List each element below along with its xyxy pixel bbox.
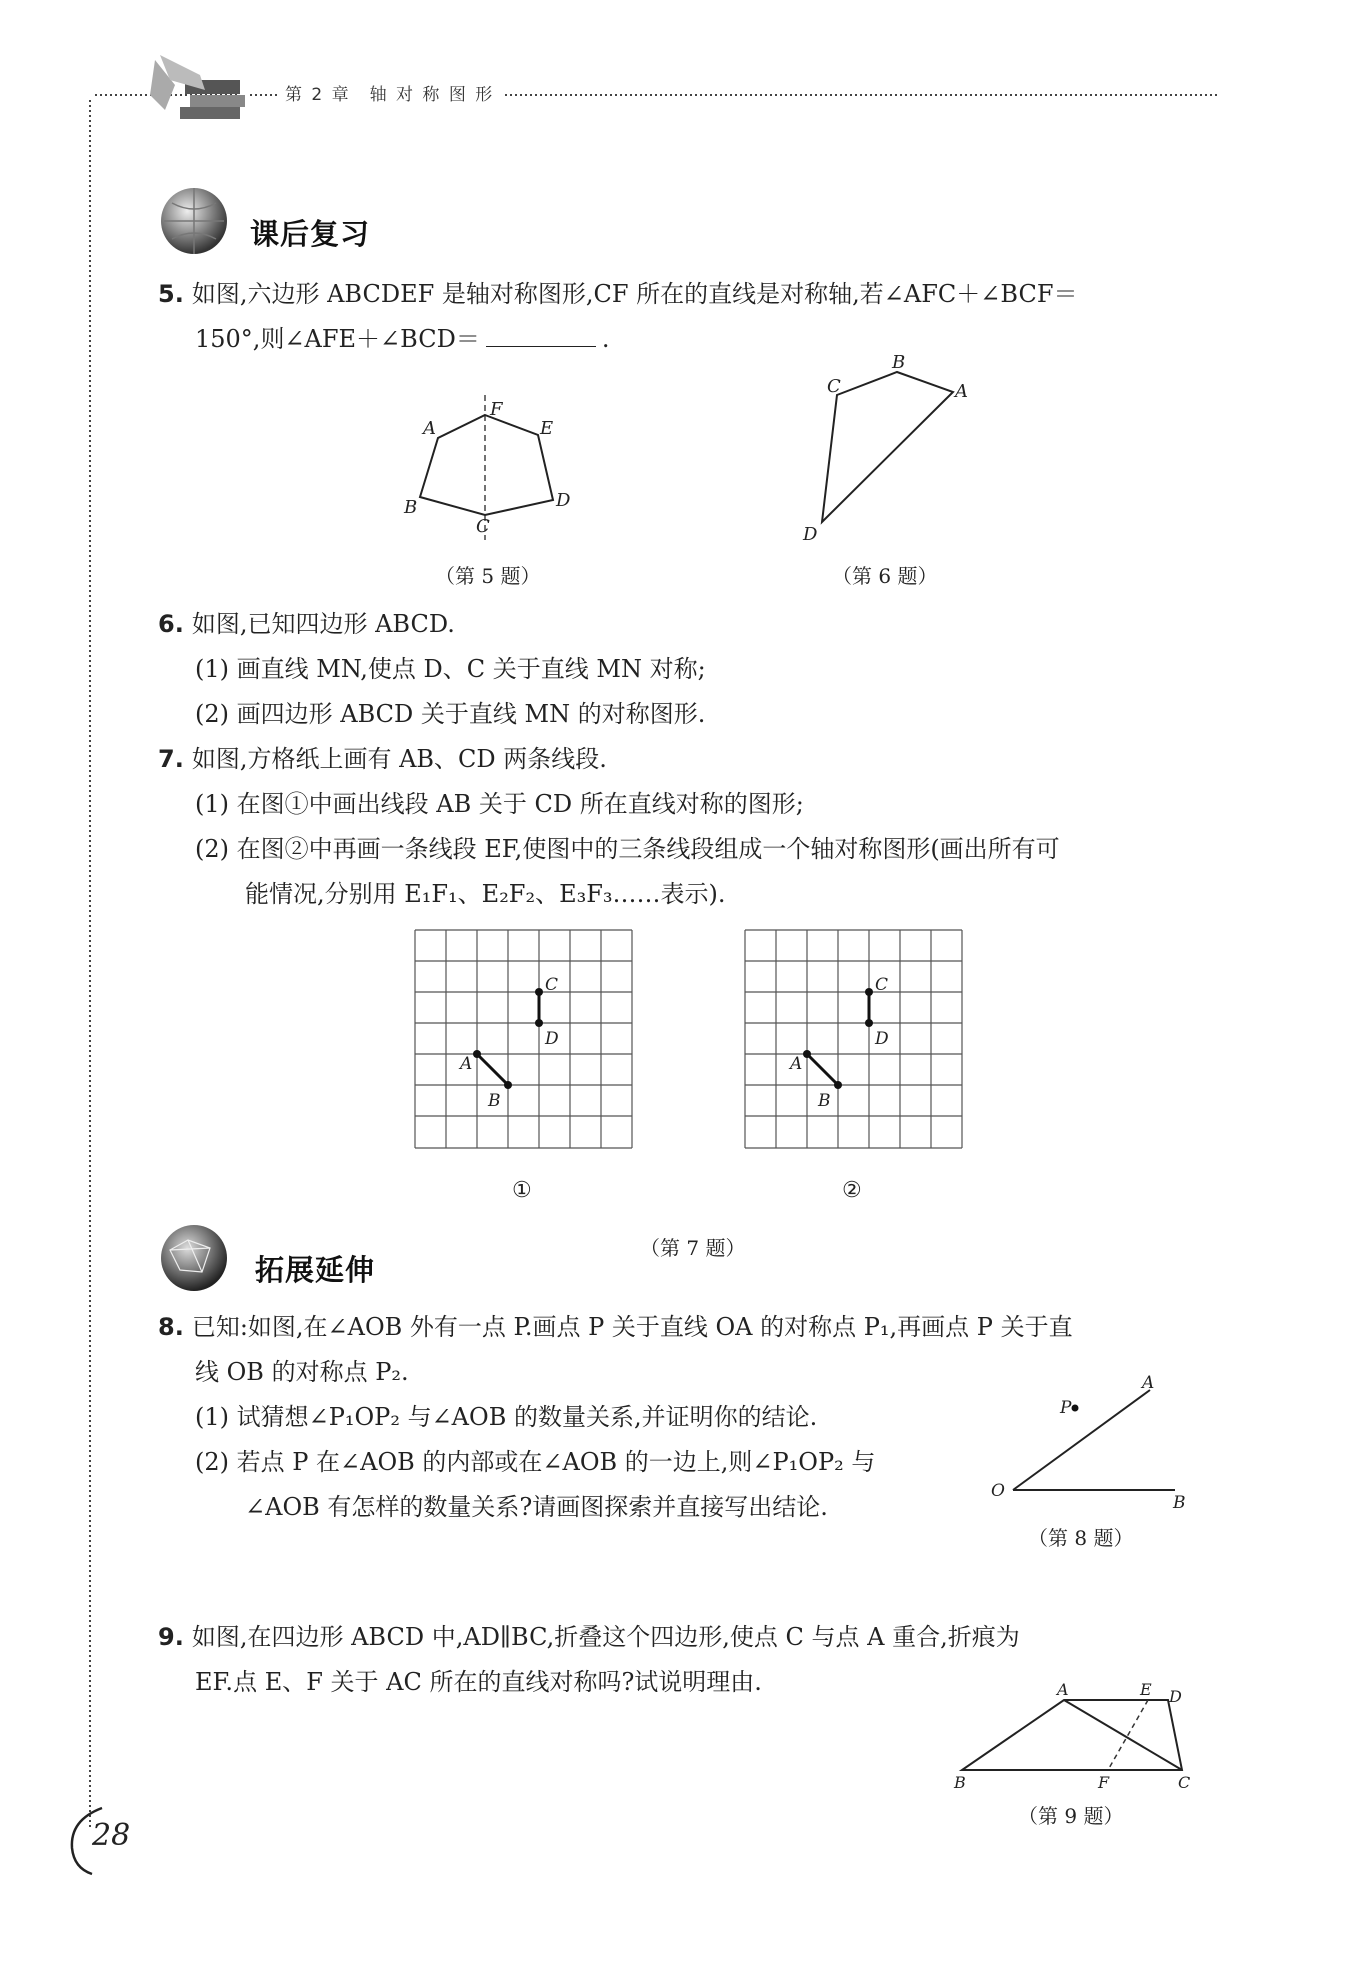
answer-blank[interactable] [486,326,596,347]
svg-text:P: P [1060,1398,1072,1418]
books-logo-icon [150,55,245,119]
figure-q9-trapezoid [950,1680,1200,1800]
label-d: D [803,524,818,545]
label-c: C [476,516,490,537]
q7-sub1: (1) 在图①中画出线段 AB 关于 CD 所在直线对称的图形; [195,790,804,818]
q9-line2: EF.点 E、F 关于 AC 所在的直线对称吗?试说明理由. [195,1668,762,1696]
q8-line2: 线 OB 的对称点 P₂. [195,1358,409,1386]
svg-text:A: A [1057,1680,1069,1699]
header-decoration [0,0,1350,130]
q8-line1: 8. 已知:如图,在∠AOB 外有一点 P.画点 P 关于直线 OA 的对称点 P₁,再画点 P 关于直 [158,1313,1073,1341]
q5-text2: 150°,则∠AFE＋∠BCD＝ [195,325,480,353]
svg-text:B: B [818,1091,831,1111]
q5-number: 5. [158,280,184,308]
label-b: B [404,497,418,518]
point-p [1072,1405,1079,1412]
label-b: B [892,352,906,373]
q8-sub1: (1) 试猜想∠P₁OP₂ 与∠AOB 的数量关系,并证明你的结论. [195,1403,818,1431]
section-title-extension: 拓展延伸 [255,1253,376,1287]
q6-line1: 6. 如图,已知四边形 ABCD. [158,610,455,638]
svg-text:C: C [1178,1773,1191,1792]
margin-dotted-line [80,90,100,1850]
chapter-header: 第 2 章 轴 对 称 图 形 [285,85,495,105]
q5-text1: 如图,六边形 ABCDEF 是轴对称图形,CF 所在的直线是对称轴,若∠AFC＋∠BCF＝ [191,280,1078,308]
q7-sub2a: (2) 在图②中再画一条线段 EF,使图中的三条线段组成一个轴对称图形(画出所有可 [195,835,1060,863]
svg-text:O: O [991,1481,1005,1501]
fig-label-1: ① [512,1178,532,1203]
caption-q7: （第 7 题） [640,1236,746,1260]
svg-text:C: C [545,975,559,995]
q7-sub2b: 能情况,分别用 E₁F₁、E₂F₂、E₃F₃……表示). [245,880,726,908]
svg-text:A: A [1142,1373,1155,1393]
label-e: E [540,418,554,439]
caption-q9: （第 9 题） [1018,1804,1124,1828]
q7-line1: 7. 如图,方格纸上画有 AB、CD 两条线段. [158,745,607,773]
figure-q6-quadrilateral [795,350,995,550]
grid-figure-2 [730,920,975,1160]
label-d: D [556,490,571,511]
page-number: 28 [92,1818,131,1853]
q5-line2: 150°,则∠AFE＋∠BCD＝ . [195,325,610,353]
svg-text:E: E [1140,1680,1152,1699]
svg-text:D: D [545,1029,559,1049]
svg-text:A: A [790,1054,803,1074]
svg-text:D: D [1169,1687,1182,1706]
svg-text:D: D [875,1029,889,1049]
q6-sub2: (2) 画四边形 ABCD 关于直线 MN 的对称图形. [195,700,706,728]
q8-sub2b: ∠AOB 有怎样的数量关系?请画图探索并直接写出结论. [245,1493,828,1521]
grid-figure-1 [400,920,645,1160]
label-c: C [827,376,841,397]
globe-icon [158,185,230,257]
svg-text:A: A [460,1054,473,1074]
network-globe-icon [158,1222,230,1294]
label-f: F [490,399,503,420]
fig-label-2: ② [842,1178,862,1203]
figure-q8-angle [985,1370,1195,1515]
caption-q5: （第 5 题） [435,564,541,588]
svg-text:B: B [1173,1493,1186,1513]
svg-text:B: B [488,1091,501,1111]
svg-text:C: C [875,975,889,995]
q8-sub2a: (2) 若点 P 在∠AOB 的内部或在∠AOB 的一边上,则∠P₁OP₂ 与 [195,1448,876,1476]
svg-text:B: B [954,1773,966,1792]
q6-sub1: (1) 画直线 MN,使点 D、C 关于直线 MN 对称; [195,655,706,683]
figure-q5-hexagon [390,390,590,550]
label-a: A [423,418,436,439]
label-a: A [955,381,968,402]
caption-q6: （第 6 题） [832,564,938,588]
caption-q8: （第 8 题） [1028,1526,1134,1550]
svg-text:F: F [1098,1773,1110,1792]
q9-line1: 9. 如图,在四边形 ABCD 中,AD∥BC,折叠这个四边形,使点 C 与点 A 重合,折痕为 [158,1623,1020,1651]
q5-line1 [158,272,1077,317]
section-title-review: 课后复习 [250,217,371,251]
